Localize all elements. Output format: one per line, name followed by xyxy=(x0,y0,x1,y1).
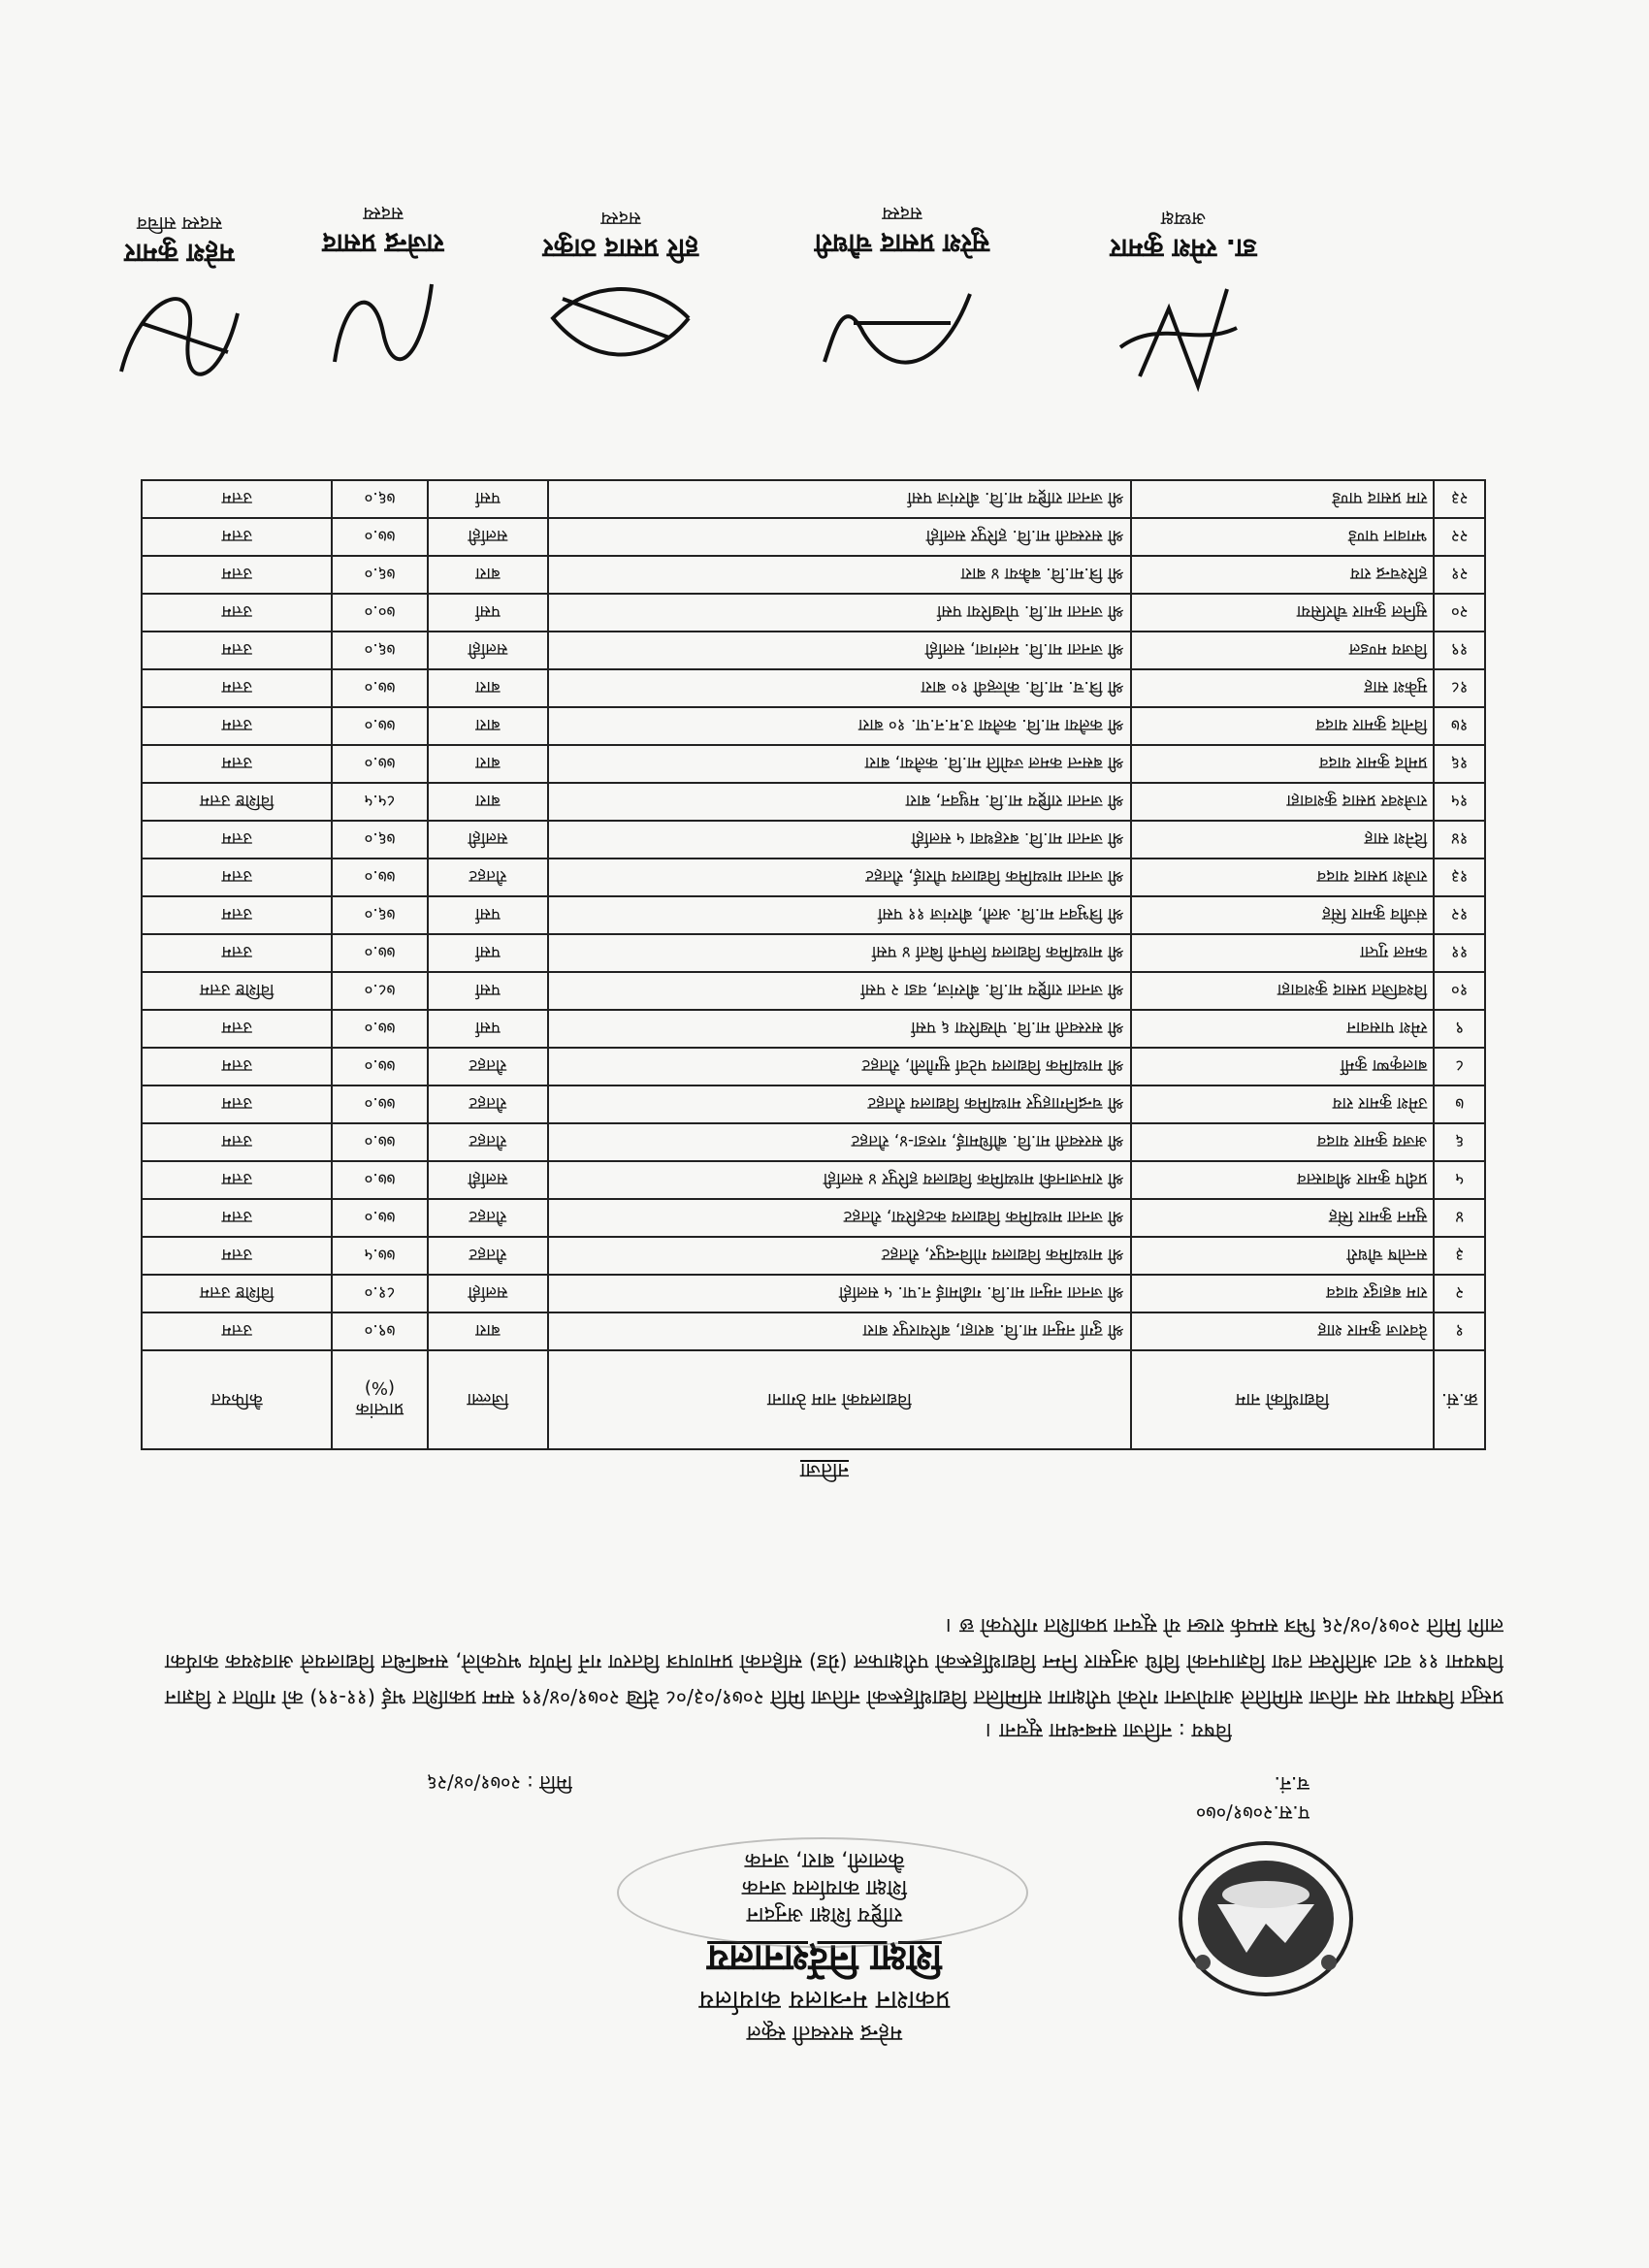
cell-serial: १४ xyxy=(1434,821,1485,859)
table-row xyxy=(142,896,1485,934)
results-table xyxy=(141,479,1486,1450)
col-percent: प्राप्तांक (%) xyxy=(332,1350,427,1449)
signatory-name: हरि प्रसाद ठाकुर xyxy=(542,233,699,263)
signatory-title: सदस्य xyxy=(882,203,922,224)
table-row xyxy=(142,669,1485,707)
cell-percent: ८५.५ xyxy=(332,783,427,821)
table-row xyxy=(142,480,1485,518)
cell-student-name: बालकृष्ण कुर्मी xyxy=(1131,1048,1435,1085)
cell-district: सर्लाही xyxy=(428,821,549,859)
signature-2 xyxy=(272,202,495,391)
cell-remark: उत्तम xyxy=(142,632,332,669)
signature-scribble-icon xyxy=(815,265,989,391)
table-row xyxy=(142,632,1485,669)
signature-3 xyxy=(495,207,747,376)
signatory-title: सदस्य xyxy=(363,203,404,224)
cell-student-name: सन्तोष चौधरी xyxy=(1131,1237,1435,1275)
cell-serial: ३ xyxy=(1434,1237,1485,1275)
cell-percent: ७९.० xyxy=(332,1312,427,1350)
cell-district: पर्सा xyxy=(428,896,549,934)
col-serial: क्र.सं. xyxy=(1434,1350,1485,1449)
cell-district: पर्सा xyxy=(428,934,549,972)
table-row xyxy=(142,745,1485,783)
cell-percent: ७७.० xyxy=(332,1085,427,1123)
cell-remark: उत्तम xyxy=(142,1010,332,1048)
cell-percent: ७७.० xyxy=(332,859,427,896)
cell-serial: ८ xyxy=(1434,1048,1485,1085)
cell-district: सर्लाही xyxy=(428,632,549,669)
cell-serial: ७ xyxy=(1434,1085,1485,1123)
cell-district: रौतहट xyxy=(428,1085,549,1123)
signatory-name: राजेन्द्र प्रसाद xyxy=(322,228,444,258)
cell-school: श्री रामजानकी माध्यमिक विद्यालय हरिपुर ४ सर्लाही xyxy=(548,1161,1130,1199)
cell-serial: ६ xyxy=(1434,1123,1485,1161)
cell-percent: ७७.० xyxy=(332,669,427,707)
cell-percent: ७६.० xyxy=(332,632,427,669)
cell-school: श्री जनता नमुना मा.वि. गढीमाई न.पा. ५ सर्लाही xyxy=(548,1275,1130,1312)
cell-remark: उत्तम xyxy=(142,1085,332,1123)
cell-student-name: राजेश प्रसाद यादव xyxy=(1131,859,1435,896)
cell-remark: उत्तम xyxy=(142,1199,332,1237)
signature-5 xyxy=(1057,207,1310,405)
cell-school: श्री त्रि.च. मा.वि. कोल्हवी १० बारा xyxy=(548,669,1130,707)
table-row xyxy=(142,1085,1485,1123)
cell-school: श्री जनता माध्यमिक विद्यालय पौराई, रौतहट xyxy=(548,859,1130,896)
cell-student-name: कमल गुप्ता xyxy=(1131,934,1435,972)
cell-remark: उत्तम xyxy=(142,480,332,518)
cell-school: श्री जनता राष्ट्रिय मा.वि. मधुवन, बारा xyxy=(548,783,1130,821)
cell-percent: ७०.० xyxy=(332,594,427,632)
cell-remark: उत्तम xyxy=(142,1312,332,1350)
cell-remark: उत्तम xyxy=(142,896,332,934)
cell-school: श्री जनता मा.वि. बरहथवा ५ सर्लाही xyxy=(548,821,1130,859)
cell-percent: ७७.० xyxy=(332,1123,427,1161)
cell-serial: १६ xyxy=(1434,745,1485,783)
cell-percent: ७७.५ xyxy=(332,1237,427,1275)
notice-body: प्रस्तुत विषयमा यस नतिजा समितिले आयोजना गरेको परीक्षामा सम्मिलित विद्यार्थीहरूको नतिजा मिति २०७१/०३/०८ देखि २०७१/०४/१९ सम्म प्रकाशित भई (११-१९) को गणित र विज्ञान विषयमा ११ वटा अतिरिक्त तथा विज्ञापनको विधि अनुसार निम्न विद्यार्थीहरूको परीक्षाफल (ग्रेड) सहितको प्रमाणपत्र वितरण गर्ने निर्णय भएकोले, सम्बन्धित विद्यालयले आवश्यक कार्यका लागि मिति २०७१/०४/२६ भित्र सम्पर्क राख्न यो सूचना प्रकाशित गरिएको छ । xyxy=(165,1614,1504,1709)
cell-student-name: प्रमोद कुमार यादव xyxy=(1131,745,1435,783)
cell-school: श्री जनता मा.वि. पोखरिया पर्सा xyxy=(548,594,1130,632)
cell-percent: ७७.० xyxy=(332,934,427,972)
cell-student-name: संजीव कुमार सिंह xyxy=(1131,896,1435,934)
cell-serial: २१ xyxy=(1434,556,1485,594)
cell-student-name: हरिश्चन्द्र राय xyxy=(1131,556,1435,594)
cell-school: श्री बसन्त कमल ज्योति मा.वि. कलैया, बारा xyxy=(548,745,1130,783)
cell-serial: २० xyxy=(1434,594,1485,632)
cell-percent: ७७.० xyxy=(332,707,427,745)
table-header-row xyxy=(142,1350,1485,1449)
cell-student-name: मुकेश साह xyxy=(1131,669,1435,707)
table-row xyxy=(142,859,1485,896)
col-district: जिल्ला xyxy=(428,1350,549,1449)
stamp-text-1: राष्ट्रिय शिक्षा अनुदान xyxy=(746,1902,903,1927)
cell-remark: उत्तम xyxy=(142,745,332,783)
cell-school: श्री दुर्गा नमुना मा.वि. बराहा, बरियारपुर बारा xyxy=(548,1312,1130,1350)
cell-student-name: देवराज कुमार शाह xyxy=(1131,1312,1435,1350)
table-row xyxy=(142,1123,1485,1161)
cell-remark: उत्तम xyxy=(142,859,332,896)
cell-student-name: सुनिल कुमार चौरसिया xyxy=(1131,594,1435,632)
cell-serial: १७ xyxy=(1434,707,1485,745)
dispatch-number: च.नं. xyxy=(1274,1772,1310,1796)
cell-student-name: भगवान पाण्डे xyxy=(1131,518,1435,556)
header-line-2: प्रकाशन मन्त्रालय कार्यालय xyxy=(698,1985,951,2015)
signature-scribble-icon xyxy=(1111,270,1256,405)
cell-serial: ५ xyxy=(1434,1161,1485,1199)
table-row xyxy=(142,1275,1485,1312)
table-row xyxy=(142,1048,1485,1085)
cell-remark: उत्तम xyxy=(142,1161,332,1199)
cell-remark: उत्तम xyxy=(142,669,332,707)
cell-student-name: प्रदीप कुमार श्रीवास्तव xyxy=(1131,1161,1435,1199)
cell-district: रौतहट xyxy=(428,1048,549,1085)
cell-district: पर्सा xyxy=(428,594,549,632)
office-title: शिक्षा निर्देशनालय xyxy=(707,1937,942,1980)
cell-district: रौतहट xyxy=(428,1237,549,1275)
table-row xyxy=(142,1199,1485,1237)
cell-student-name: राम बहादुर यादव xyxy=(1131,1275,1435,1312)
cell-school: श्री जनता माध्यमिक विद्यालय कटहरिया, रौतहट xyxy=(548,1199,1130,1237)
cell-student-name: राम प्रसाद पाण्डे xyxy=(1131,480,1435,518)
table-row xyxy=(142,1010,1485,1048)
cell-serial: १ xyxy=(1434,1312,1485,1350)
cell-remark: विशिष्ट उत्तम xyxy=(142,783,332,821)
signatory-name: डा. रमेश कुमार xyxy=(1110,233,1257,263)
cell-percent: ७६.० xyxy=(332,821,427,859)
cell-serial: २ xyxy=(1434,1275,1485,1312)
cell-school: श्री सरस्वती मा.वि. हरिपुर सर्लाही xyxy=(548,518,1130,556)
cell-remark: उत्तम xyxy=(142,518,332,556)
signatory-name: महेश कुमार xyxy=(124,238,235,268)
cell-remark: उत्तम xyxy=(142,821,332,859)
signature-scribble-icon xyxy=(315,265,451,391)
cell-district: बारा xyxy=(428,783,549,821)
signatory-title: सदस्य xyxy=(600,208,641,229)
cell-student-name: सुमन कुमार सिंह xyxy=(1131,1199,1435,1237)
cell-percent: ७७.० xyxy=(332,1048,427,1085)
cell-remark: उत्तम xyxy=(142,707,332,745)
cell-percent: ७७.० xyxy=(332,745,427,783)
cell-district: पर्सा xyxy=(428,1010,549,1048)
cell-school: श्री त्रि.मा.वि. बकैया ४ बारा xyxy=(548,556,1130,594)
cell-district: बारा xyxy=(428,556,549,594)
cell-percent: ७८.० xyxy=(332,972,427,1010)
cell-serial: ४ xyxy=(1434,1199,1485,1237)
col-school: विद्यालयको नाम ठेगाना xyxy=(548,1350,1130,1449)
cell-student-name: रमेश पासवान xyxy=(1131,1010,1435,1048)
cell-student-name: अजय कुमार यादव xyxy=(1131,1123,1435,1161)
cell-district: सर्लाही xyxy=(428,1275,549,1312)
table-row xyxy=(142,1237,1485,1275)
cell-student-name: दिनेश साह xyxy=(1131,821,1435,859)
cell-school: श्री कलैया मा.वि. कलैया उ.म.न.पा. १० बारा xyxy=(548,707,1130,745)
table-row xyxy=(142,1312,1485,1350)
cell-serial: २३ xyxy=(1434,480,1485,518)
cell-district: पर्सा xyxy=(428,480,549,518)
cell-serial: ९ xyxy=(1434,1010,1485,1048)
cell-remark: उत्तम xyxy=(142,1123,332,1161)
cell-remark: उत्तम xyxy=(142,1048,332,1085)
cell-remark: विशिष्ट उत्तम xyxy=(142,1275,332,1312)
table-row xyxy=(142,821,1485,859)
cell-school: श्री त्रिभुवन मा.वि. अलौ, बीरगंज ११ पर्सा xyxy=(548,896,1130,934)
cell-percent: ७६.० xyxy=(332,896,427,934)
cell-district: बारा xyxy=(428,1312,549,1350)
cell-student-name: राजेश्वर प्रसाद कुशवाहा xyxy=(1131,783,1435,821)
cell-district: बारा xyxy=(428,669,549,707)
cell-remark: उत्तम xyxy=(142,1237,332,1275)
col-student-name: विद्यार्थीको नाम xyxy=(1131,1350,1435,1449)
cell-district: पर्सा xyxy=(428,972,549,1010)
cell-school: श्री चन्द्रनिगाहपुर माध्यमिक विद्यालय रौतहट xyxy=(548,1085,1130,1123)
table-title: नतिजा xyxy=(799,1459,850,1482)
date: मिति : २०७१/०४/२६ xyxy=(427,1771,572,1795)
cell-remark: विशिष्ट उत्तम xyxy=(142,972,332,1010)
cell-school: श्री सरस्वती मा.वि. पोखरिया ६ पर्सा xyxy=(548,1010,1130,1048)
cell-school: श्री सरस्वती मा.वि. बौधिमाई, गरुडा-४, रौतहट xyxy=(548,1123,1130,1161)
cell-serial: १२ xyxy=(1434,896,1485,934)
table-row xyxy=(142,1161,1485,1199)
cell-serial: १३ xyxy=(1434,859,1485,896)
cell-district: रौतहट xyxy=(428,1123,549,1161)
col-remark: कैफियत xyxy=(142,1350,332,1449)
cell-percent: ८१.० xyxy=(332,1275,427,1312)
signature-scribble-icon xyxy=(102,275,257,410)
signature-4 xyxy=(766,202,1038,391)
cell-school: श्री जनता राष्ट्रिय मा.वि. बीरगंज, वडा २ पर्सा xyxy=(548,972,1130,1010)
cell-student-name: उमेश कुमार राय xyxy=(1131,1085,1435,1123)
cell-serial: १० xyxy=(1434,972,1485,1010)
cell-serial: २२ xyxy=(1434,518,1485,556)
cell-district: सर्लाही xyxy=(428,1161,549,1199)
cell-school: श्री जनता राष्ट्रिय मा.वि. बीरगंज पर्सा xyxy=(548,480,1130,518)
cell-district: बारा xyxy=(428,745,549,783)
cell-remark: उत्तम xyxy=(142,594,332,632)
reference-number: प.स.२०७१/०७० xyxy=(1195,1801,1310,1825)
table-row xyxy=(142,934,1485,972)
cell-serial: १८ xyxy=(1434,669,1485,707)
table-row xyxy=(142,556,1485,594)
cell-student-name: विजय मण्डल xyxy=(1131,632,1435,669)
cell-district: सर्लाही xyxy=(428,518,549,556)
cell-serial: १९ xyxy=(1434,632,1485,669)
cell-district: रौतहट xyxy=(428,1199,549,1237)
stamp-text-2: शिक्षा कार्यालय जनक xyxy=(741,1875,908,1899)
cell-school: श्री माध्यमिक विद्यालय गोविन्दपुर, रौतहट xyxy=(548,1237,1130,1275)
cell-remark: उत्तम xyxy=(142,556,332,594)
table-row xyxy=(142,518,1485,556)
header-line-1: महेन्द्र सरस्वती स्कूल xyxy=(746,2021,903,2045)
cell-serial: १५ xyxy=(1434,783,1485,821)
cell-school: श्री माध्यमिक विद्यालय पटेर्वा सुगौली, रौतहट xyxy=(548,1048,1130,1085)
signature-scribble-icon xyxy=(534,270,708,376)
stamp-text-3: कैलाली, बारा, जनक xyxy=(744,1848,905,1872)
cell-remark: उत्तम xyxy=(142,934,332,972)
signature-1 xyxy=(87,211,272,410)
cell-percent: ७७.० xyxy=(332,1010,427,1048)
cell-student-name: विनोद कुमार यादव xyxy=(1131,707,1435,745)
cell-district: रौतहट xyxy=(428,859,549,896)
table-row xyxy=(142,594,1485,632)
cell-percent: ७६.० xyxy=(332,556,427,594)
signatory-name: सुरेश प्रसाद चौधरी xyxy=(814,228,990,258)
cell-district: बारा xyxy=(428,707,549,745)
cell-percent: ७७.० xyxy=(332,518,427,556)
cell-percent: ७६.० xyxy=(332,480,427,518)
cell-school: श्री जनता मा.वि. मलंगवा, सर्लाही xyxy=(548,632,1130,669)
subject-line: विषय : नतिजा सम्बन्धमा सूचना । xyxy=(985,1719,1232,1742)
table-row xyxy=(142,707,1485,745)
signatory-title: अध्यक्ष xyxy=(1160,208,1207,229)
table-row xyxy=(142,972,1485,1010)
cell-percent: ७७.० xyxy=(332,1161,427,1199)
cell-serial: ११ xyxy=(1434,934,1485,972)
cell-student-name: विश्वजित प्रसाद कुशवाहा xyxy=(1131,972,1435,1010)
table-row xyxy=(142,783,1485,821)
signatory-title: सदस्य सचिव xyxy=(137,212,222,234)
cell-school: श्री माध्यमिक विद्यालय लिपनी बिर्ता ४ पर्सा xyxy=(548,934,1130,972)
cell-percent: ७७.० xyxy=(332,1199,427,1237)
